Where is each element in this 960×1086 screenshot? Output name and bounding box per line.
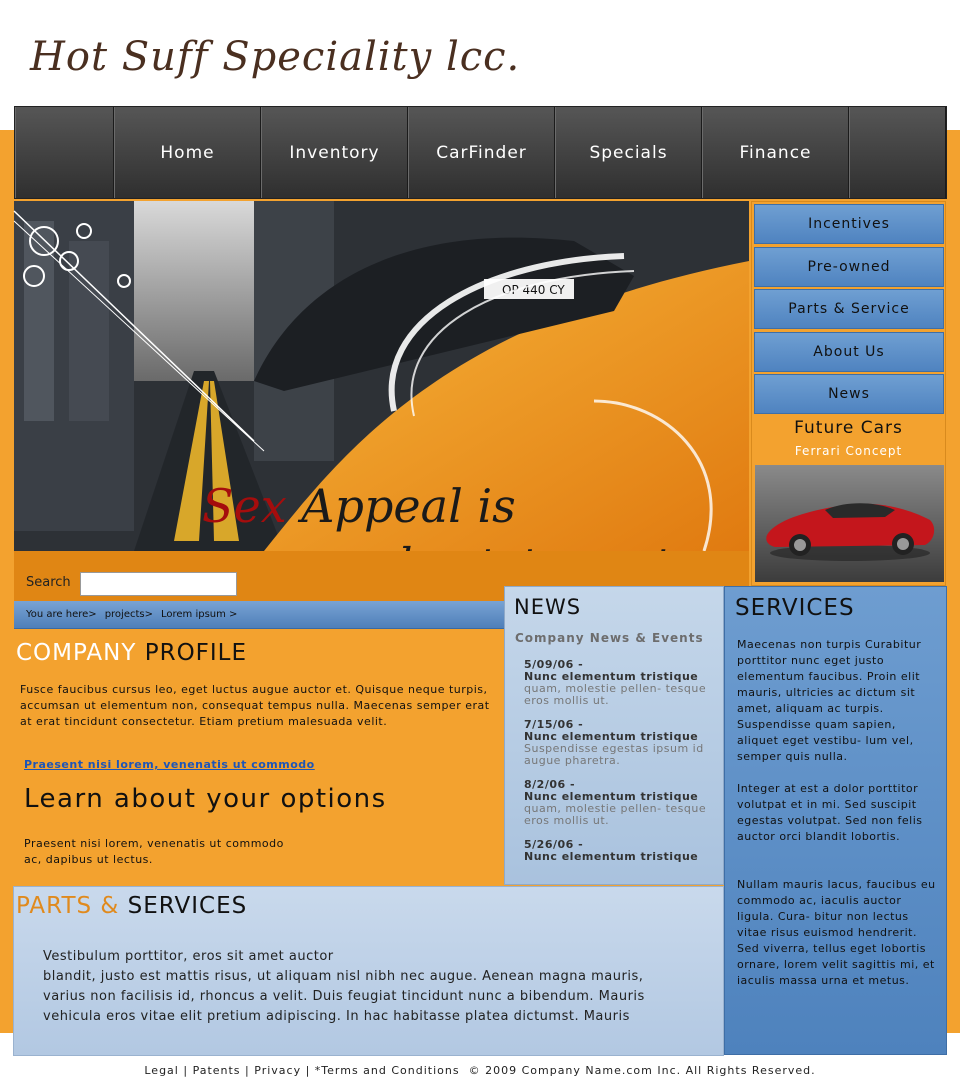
nav-item-home[interactable]: Home [114, 107, 261, 198]
hero-banner [14, 201, 749, 551]
company-profile-link[interactable]: Praesent nisi lorem, venenatis ut commodo [24, 758, 315, 771]
services-paragraph: Nullam mauris lacus, faucibus eu commodo ac, iaculis auctor ligula. Cura- bitur non lectus vitae risus euismod hendrerit. Sed viverra, tellus eget lobortis ornare, lorem velit sagittis mi, et iaculis massa urna et metus. [737, 878, 936, 987]
hero-headline-1 [202, 479, 516, 533]
parts-services-body: blandit, justo est mattis risus, ut aliquam nisl nibh nec augue. Aenean magna mauris, varius non facilisis id, rhoncus a velit. Duis feugiat tincidunt nunc a bibendum. Mauris vehicula eros vitae elit pretium adipiscing. In hac habitasse platea dictumst. Mauris [43, 969, 645, 1024]
news-entry-title: Nunc elementum tristique [524, 790, 699, 803]
side-nav-news[interactable]: News [754, 374, 944, 414]
side-navigation [751, 201, 946, 586]
company-profile-section [14, 630, 504, 886]
future-cars-title: Future Cars [794, 418, 903, 438]
site-logo[interactable]: Hot Suff Speciality lcc. [30, 34, 521, 80]
learn-options-heading: Learn about your options [24, 784, 387, 814]
news-subheading: Company News & Events [515, 631, 704, 645]
search-label: Search [26, 575, 71, 590]
breadcrumb-prefix: You are here> [26, 609, 97, 620]
news-entry-date: 7/15/06 - [524, 718, 584, 731]
footer-link-terms[interactable]: *Terms and Conditions [314, 1064, 460, 1077]
side-nav-about-us[interactable]: About Us [754, 332, 944, 372]
news-entry[interactable] [524, 719, 719, 767]
breadcrumb-projects[interactable]: projects> [104, 609, 153, 620]
top-navigation [14, 106, 947, 199]
search-bar [14, 551, 504, 601]
company-profile-text: Fusce faucibus cursus leo, eget luctus augue auctor et. Quisque neque turpis, accumsan ut elementum non, consequat tempus nulla. Maecenas semper erat at erat tincidunt consectetur. Etiam pretium malesuada velit. [20, 683, 490, 728]
news-entry-text: Suspendisse egestas ipsum id augue pharetra. [524, 742, 704, 767]
services-paragraph: Maecenas non turpis Curabitur porttitor nunc eget justo elementum faucibus. Proin elit mauris, ultricies ac dictum sit amet, aliquam ac turpis. Suspendisse quam sapien, aliquet eget vestibu- lum vel, semper quis nulla. [737, 638, 922, 763]
services-heading: SERVICES [735, 595, 855, 621]
parts-services-heading [16, 893, 247, 919]
company-profile-heading [16, 640, 247, 666]
breadcrumb-lorem-ipsum[interactable]: Lorem ipsum > [160, 609, 238, 620]
footer-link-privacy[interactable]: Privacy [254, 1064, 302, 1077]
nav-item-inventory[interactable]: Inventory [261, 107, 408, 198]
footer: Legal | Patents | Privacy | *Terms and Conditions © 2009 Company Name.com Inc. All Rights Reserved. [144, 1064, 816, 1077]
news-entry-title: Nunc elementum tristique [524, 850, 699, 863]
search-input[interactable] [80, 572, 237, 596]
news-entry-date: 5/26/06 - [524, 838, 584, 851]
news-panel [504, 586, 724, 885]
parts-services-first-line: Vestibulum porttitor, eros sit amet auctor [43, 949, 334, 964]
nav-spacer-right [849, 107, 946, 198]
company-profile-heading-a: COMPANY [16, 640, 137, 666]
news-entry-title: Nunc elementum tristique [524, 670, 699, 683]
parts-services-text [43, 947, 683, 1027]
side-nav-pre-owned[interactable]: Pre-owned [754, 247, 944, 287]
footer-link-patents[interactable]: Patents [192, 1064, 241, 1077]
services-panel [724, 586, 947, 1055]
breadcrumb [14, 601, 504, 629]
side-nav-parts-service[interactable]: Parts & Service [754, 289, 944, 329]
parts-services-heading-a: PARTS & [16, 893, 120, 919]
license-plate: OP 440 CY [502, 283, 565, 297]
news-entry[interactable] [524, 659, 719, 707]
learn-options-text: Praesent nisi lorem, venenatis ut commodo ac, dapibus ut lectus. [24, 837, 284, 866]
hero-bottom-strip [504, 551, 749, 586]
future-cars-subtitle: Ferrari Concept [794, 444, 903, 458]
news-entry-date: 8/2/06 - [524, 778, 576, 791]
news-entry[interactable] [524, 839, 719, 863]
hero-headline-red-word: Sex [202, 479, 287, 533]
news-entry-title: Nunc elementum tristique [524, 730, 699, 743]
nav-item-specials[interactable]: Specials [555, 107, 702, 198]
parts-services-section [13, 886, 724, 1056]
services-paragraph: Integer at est a dolor porttitor volutpat et in mi. Sed suscipit egestas volutpat. Sed non felis auctor orci blandit lobortis. [737, 782, 923, 843]
side-nav-incentives[interactable]: Incentives [754, 204, 944, 244]
red-car-icon [755, 465, 944, 582]
company-profile-heading-b: PROFILE [136, 640, 248, 666]
footer-link-legal[interactable]: Legal [144, 1064, 179, 1077]
ferrari-concept-image[interactable] [755, 465, 944, 582]
news-entry-text: quam, molestie pellen- tesque eros mollis ut. [524, 802, 707, 827]
news-heading: NEWS [514, 595, 582, 619]
news-entry-date: 5/09/06 - [524, 658, 584, 671]
nav-item-carfinder[interactable]: CarFinder [408, 107, 555, 198]
footer-copyright: © 2009 Company Name.com Inc. All Rights Reserved. [468, 1064, 816, 1077]
hero-headline-rest: Appeal is [286, 479, 516, 533]
nav-spacer-left [15, 107, 114, 198]
parts-services-heading-b: SERVICES [119, 893, 248, 919]
news-entry[interactable] [524, 779, 719, 827]
nav-item-finance[interactable]: Finance [702, 107, 849, 198]
news-entry-text: quam, molestie pellen- tesque eros mollis ut. [524, 682, 707, 707]
